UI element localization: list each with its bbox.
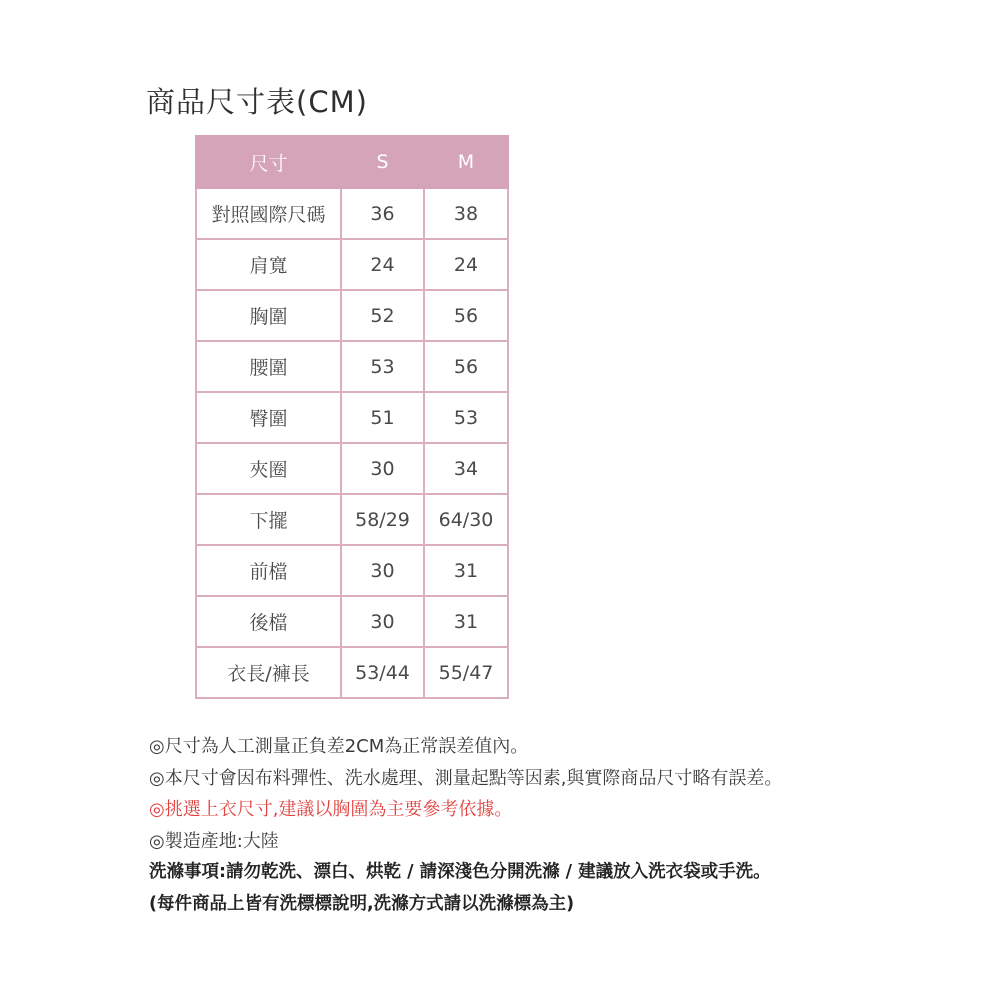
row-label: 後檔	[196, 596, 341, 647]
table-row	[196, 647, 508, 698]
cell-m: 31	[424, 596, 508, 647]
row-label: 臀圍	[196, 392, 341, 443]
table-row	[196, 545, 508, 596]
table-row	[196, 443, 508, 494]
note-origin: ◎製造產地:大陸	[149, 830, 279, 852]
row-label: 對照國際尺碼	[196, 188, 341, 239]
cell-s: 53	[341, 341, 424, 392]
size-table	[195, 135, 509, 699]
row-label: 夾圈	[196, 443, 341, 494]
notes-section	[149, 731, 969, 920]
cell-m: 64/30	[424, 494, 508, 545]
cell-m: 56	[424, 290, 508, 341]
row-label: 肩寬	[196, 239, 341, 290]
cell-m: 53	[424, 392, 508, 443]
note-washing-label: (每件商品上皆有洗標標說明,洗滌方式請以洗滌標為主)	[149, 893, 575, 914]
cell-s: 58/29	[341, 494, 424, 545]
cell-s: 52	[341, 290, 424, 341]
header-size: 尺寸	[196, 136, 341, 188]
cell-s: 51	[341, 392, 424, 443]
row-label: 胸圍	[196, 290, 341, 341]
row-label: 腰圍	[196, 341, 341, 392]
cell-m: 31	[424, 545, 508, 596]
cell-s: 53/44	[341, 647, 424, 698]
cell-m: 55/47	[424, 647, 508, 698]
note-washing-instructions: 洗滌事項:請勿乾洗、漂白、烘乾 / 請深淺色分開洗滌 / 建議放入洗衣袋或手洗。	[149, 862, 771, 882]
table-row	[196, 341, 508, 392]
row-label: 衣長/褲長	[196, 647, 341, 698]
cell-m: 38	[424, 188, 508, 239]
page-title: 商品尺寸表(CM)	[146, 85, 368, 119]
cell-s: 24	[341, 239, 424, 290]
note-size-selection-tip: ◎挑選上衣尺寸,建議以胸圍為主要參考依據。	[149, 799, 513, 820]
note-measurement-tolerance: ◎尺寸為人工測量正負差2CM為正常誤差值內。	[149, 736, 529, 757]
cell-m: 56	[424, 341, 508, 392]
row-label: 下擺	[196, 494, 341, 545]
cell-s: 30	[341, 443, 424, 494]
row-label: 前檔	[196, 545, 341, 596]
cell-s: 30	[341, 596, 424, 647]
cell-m: 24	[424, 239, 508, 290]
table-row	[196, 290, 508, 341]
table-header-row	[196, 136, 508, 188]
table-row	[196, 596, 508, 647]
header-m: M	[424, 136, 508, 188]
note-size-variance: ◎本尺寸會因布料彈性、洗水處理、測量起點等因素,與實際商品尺寸略有誤差。	[149, 767, 783, 789]
cell-s: 30	[341, 545, 424, 596]
cell-m: 34	[424, 443, 508, 494]
table-row	[196, 392, 508, 443]
table-row	[196, 239, 508, 290]
cell-s: 36	[341, 188, 424, 239]
table-row	[196, 494, 508, 545]
table-row	[196, 188, 508, 239]
header-s: S	[341, 136, 424, 188]
